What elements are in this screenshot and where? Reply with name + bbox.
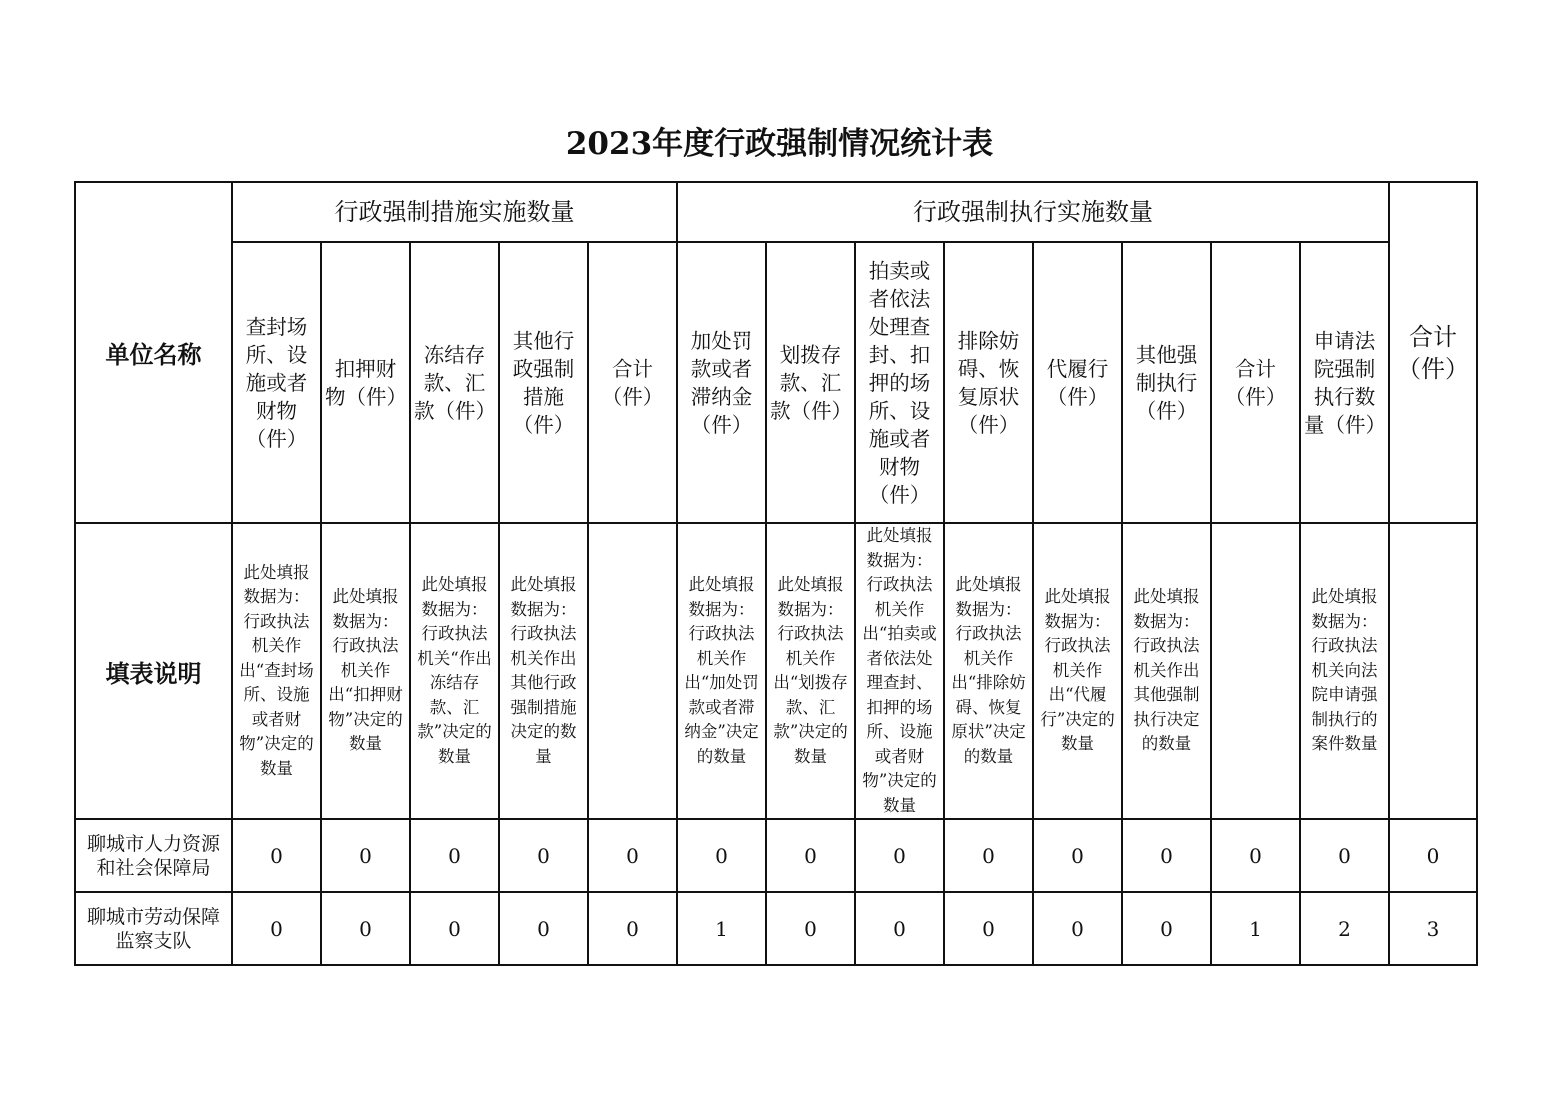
note-cell: 此处填报数据为：行政执法机关作出其他行政强制措施决定的数量 [499,523,588,819]
value-cell: 0 [944,892,1033,965]
unit-name-header: 单位名称 [75,182,232,523]
value-cell: 0 [944,819,1033,892]
statistics-table [74,181,1478,966]
value-cell: 0 [1389,819,1477,892]
page-title: 2023年度行政强制情况统计表 [565,126,994,162]
column-header: 代履行（件） [1033,242,1122,523]
notes-label: 填表说明 [75,523,232,819]
column-header: 申请法院强制执行数量（件） [1300,242,1389,523]
value-cell: 0 [588,892,677,965]
note-cell: 此处填报数据为：行政执法机关“作出冻结存款、汇款”决定的数量 [410,523,499,819]
grand-total-header: 合计（件） [1389,182,1477,523]
value-cell: 0 [499,819,588,892]
column-header: 其他行政强制措施（件） [499,242,588,523]
value-cell: 0 [855,892,944,965]
value-cell: 0 [232,892,321,965]
column-header: 冻结存款、汇款（件） [410,242,499,523]
note-cell: 此处填报数据为：行政执法机关作出其他强制执行决定的数量 [1122,523,1211,819]
value-cell: 0 [677,819,766,892]
column-header: 其他强制执行（件） [1122,242,1211,523]
value-cell: 0 [1211,819,1300,892]
value-cell: 0 [1033,892,1122,965]
column-header: 扣押财物（件） [321,242,410,523]
note-cell [588,523,677,819]
column-header: 合计（件） [1211,242,1300,523]
value-cell: 0 [499,892,588,965]
table-row [75,892,1477,965]
group-header-measures: 行政强制措施实施数量 [232,182,677,242]
value-cell: 0 [588,819,677,892]
note-cell: 此处填报数据为：行政执法机关作出“扣押财物”决定的数量 [321,523,410,819]
note-cell: 此处填报数据为：行政执法机关向法院申请强制执行的案件数量 [1300,523,1389,819]
note-cell [1211,523,1300,819]
value-cell: 1 [1211,892,1300,965]
value-cell: 0 [1122,819,1211,892]
row-unit-name: 聊城市劳动保障监察支队 [75,892,232,965]
table-row [75,819,1477,892]
value-cell: 0 [1033,819,1122,892]
value-cell: 0 [1122,892,1211,965]
note-cell: 此处填报数据为：行政执法机关作出“代履行”决定的数量 [1033,523,1122,819]
column-header: 加处罚款或者滞纳金（件） [677,242,766,523]
column-header: 划拨存款、汇款（件） [766,242,855,523]
note-cell: 此处填报数据为：行政执法机关作出“划拨存款、汇款”决定的数量 [766,523,855,819]
note-cell: 此处填报数据为：行政执法机关作出“拍卖或者依法处理查封、扣押的场所、设施或者财物”决定的数量 [855,523,944,819]
value-cell: 0 [766,892,855,965]
note-cell: 此处填报数据为：行政执法机关作出“排除妨碍、恢复原状”决定的数量 [944,523,1033,819]
value-cell: 0 [232,819,321,892]
value-cell: 1 [677,892,766,965]
value-cell: 0 [321,819,410,892]
value-cell: 0 [1300,819,1389,892]
value-cell: 0 [321,892,410,965]
column-header: 查封场所、设施或者财物（件） [232,242,321,523]
value-cell: 0 [410,892,499,965]
column-header: 合计（件） [588,242,677,523]
value-cell: 2 [1300,892,1389,965]
group-header-execution: 行政强制执行实施数量 [677,182,1389,242]
note-cell [1389,523,1477,819]
note-cell: 此处填报数据为：行政执法机关作出“加处罚款或者滞纳金”决定的数量 [677,523,766,819]
note-cell: 此处填报数据为：行政执法机关作出“查封场所、设施或者财物”决定的数量 [232,523,321,819]
value-cell: 0 [855,819,944,892]
value-cell: 3 [1389,892,1477,965]
row-unit-name: 聊城市人力资源和社会保障局 [75,819,232,892]
column-header: 排除妨碍、恢复原状（件） [944,242,1033,523]
value-cell: 0 [766,819,855,892]
value-cell: 0 [410,819,499,892]
column-header: 拍卖或者依法处理查封、扣押的场所、设施或者财物（件） [855,242,944,523]
